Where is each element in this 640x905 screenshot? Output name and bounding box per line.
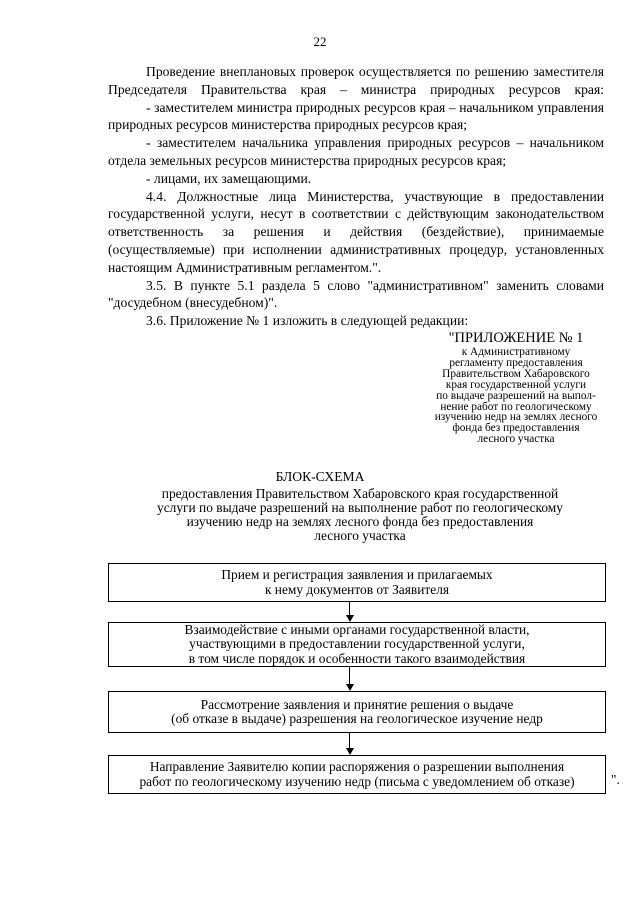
flowchart-step-notification (108, 755, 606, 794)
step-text-line: работ по геологическому изучению недр (письма с уведомлением об отказе) (139, 773, 575, 789)
paragraph-3-6: 3.6. Приложение № 1 изложить в следующей редакции: (146, 313, 469, 329)
appendix-line: по выдаче разрешений на выпол- (436, 389, 596, 402)
appendix-title: "ПРИЛОЖЕНИЕ № 1 (448, 330, 584, 346)
step-text-line: (об отказе в выдаче) разрешения на геологическое изучение недр (171, 711, 543, 726)
paragraph-deputy-head: - заместителем начальника управления природных ресурсов – начальником отдела земельных ресурсов министерства природных ресурсов края; (108, 135, 604, 168)
flowchart-arrow (349, 733, 351, 755)
step-text-line: к нему документов от Заявителя (264, 581, 450, 597)
subtitle-line: изучению недр на землях лесного фонда без предоставления (186, 514, 534, 529)
flowchart-arrow (349, 602, 351, 622)
step-text-line: Прием и регистрация заявления и прилагаемых (221, 567, 493, 583)
subtitle-line: лесного участка (314, 528, 406, 543)
step-text-line: в том числе порядок и особенности такого взаимодействия (188, 650, 526, 666)
flowchart-arrow (349, 667, 351, 691)
flowchart-subtitle (130, 487, 590, 543)
step-text-line: Рассмотрение заявления и принятие решения о выдаче (200, 696, 514, 712)
appendix-line: регламенту предоставления (449, 356, 583, 369)
step-text-line: Взаимодействие с иными органами государственной власти, (184, 622, 530, 638)
closing-quote-mark: ". (611, 772, 620, 787)
paragraph-unscheduled-inspections: Проведение внеплановых проверок осуществляется по решению заместителя Председателя Правительства края – министра природных ресурсов края: (108, 64, 604, 97)
appendix-line: изучению недр на землях лесного (434, 411, 598, 424)
appendix-subtitle (430, 347, 602, 445)
step-text-line: участвующими в предоставлении государственной услуги, (189, 636, 525, 652)
paragraph-deputy-minister: - заместителем министра природных ресурсов края – начальником управления природных ресурсов министерства природных ресурсов края; (108, 99, 604, 133)
appendix-header (430, 330, 602, 445)
flowchart-title: БЛОК-СХЕМА (275, 469, 365, 484)
page-number: 22 (313, 34, 327, 49)
appendix-line: к Административному (461, 346, 571, 358)
paragraph-3-5: 3.5. В пункте 5.1 раздела 5 слово "административном" заменить словами "досудебном (внесудебном)". (108, 277, 604, 311)
document-body (108, 63, 604, 330)
subtitle-line: услуги по выдаче разрешений на выполнение работ по геологическому (157, 500, 563, 515)
flowchart-step-reception (108, 563, 606, 602)
appendix-line: фонда без предоставления (452, 422, 580, 435)
appendix-line: края государственной услуги (445, 378, 587, 391)
paragraph-substitutes: - лицами, их замещающими. (146, 170, 312, 186)
flowchart-step-review-decision (108, 691, 606, 733)
paragraph-4-4: 4.4. Должностные лица Министерства, участвующие в предоставлении государственной услуги, несут в соответствии с действующим законодательством ответственность за решения и действия (бездействие), принимаемые (осуществляемые) при исполнении административных процедур, установленных настоящим Административным регламентом.". (108, 188, 604, 275)
flowchart-step-interaction (108, 622, 606, 667)
step-text-line: Направление Заявителю копии распоряжения о разрешении выполнения (149, 759, 565, 775)
subtitle-line: предоставления Правительством Хабаровского края государственной (161, 486, 559, 501)
appendix-line: Правительством Хабаровского (442, 367, 590, 380)
appendix-line: лесного участка (477, 433, 555, 446)
appendix-line: нение работ по геологическому (440, 400, 592, 413)
